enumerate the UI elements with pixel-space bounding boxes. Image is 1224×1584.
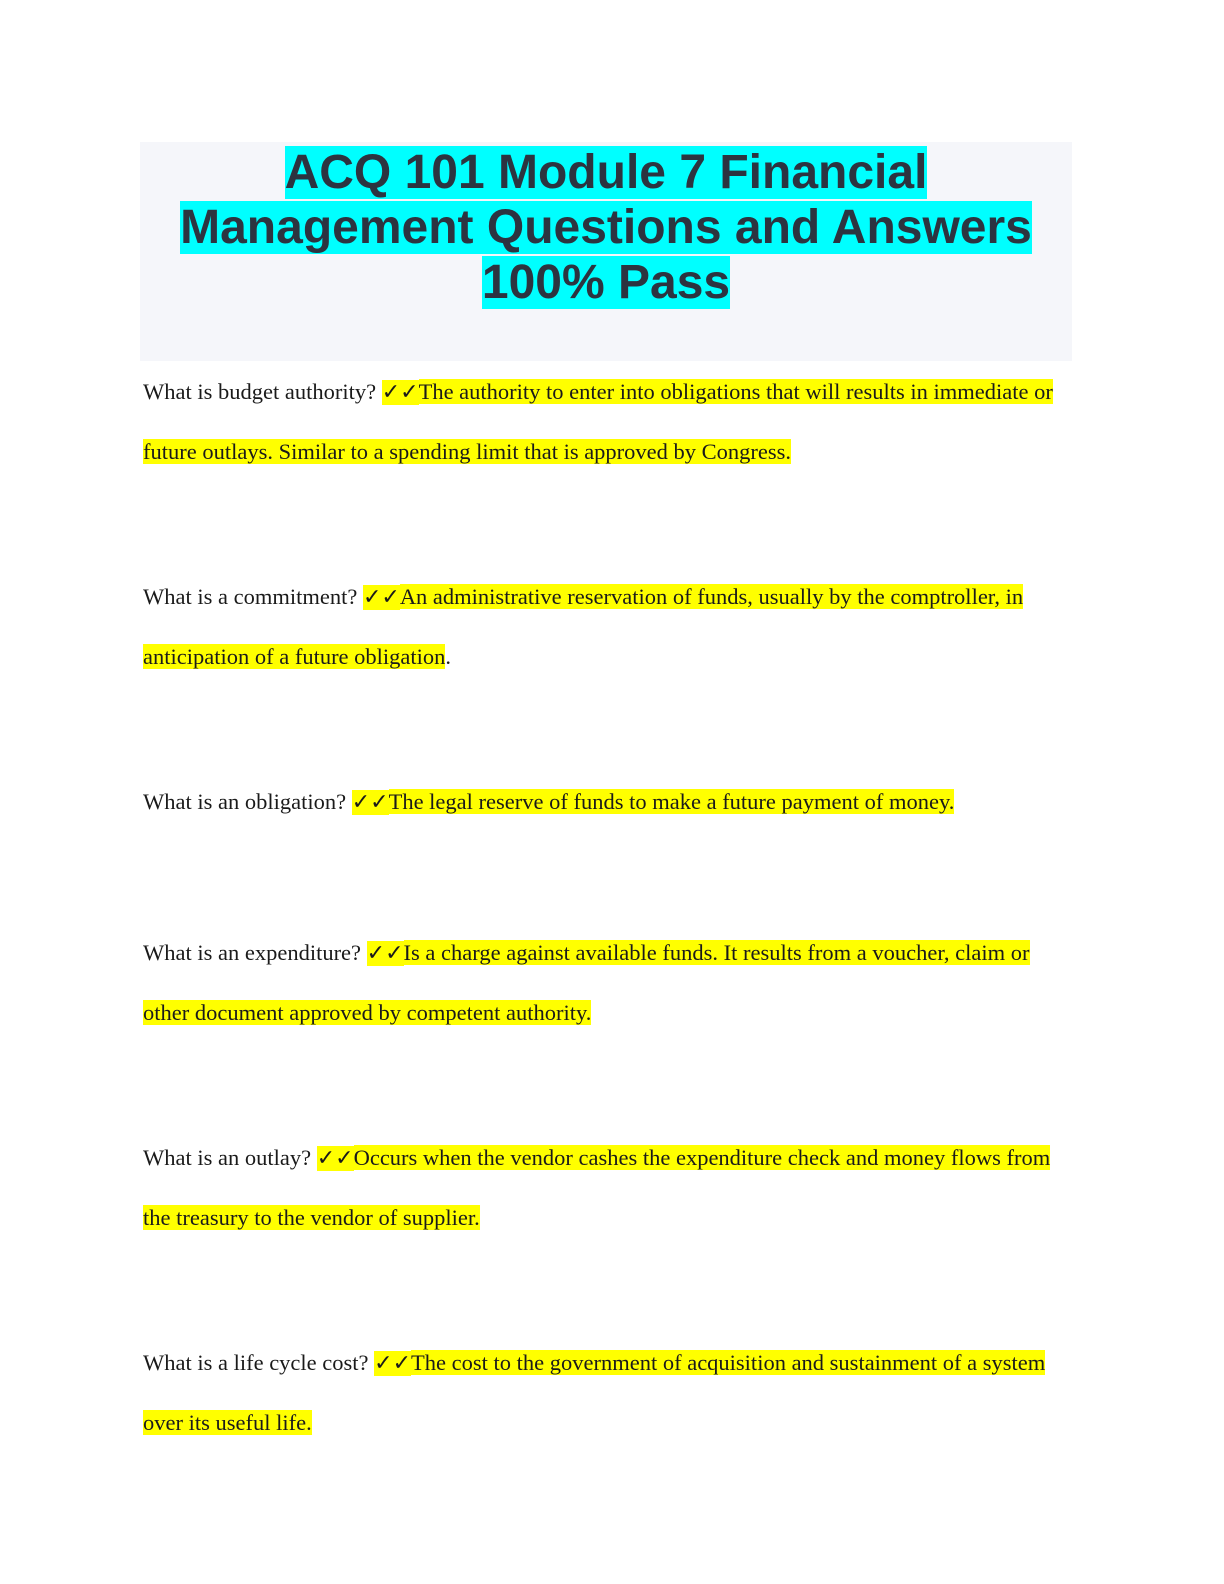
answer-text: The authority to enter into obligations that will results in immediate or future outlays. Similar to a spending limit that is approved by Congress. (143, 379, 1053, 464)
answer-text: Is a charge against available funds. It results from a voucher, claim or other document approved by competent authority. (143, 940, 1030, 1025)
question-text: What is an obligation? (143, 789, 352, 814)
qa-item-commitment (143, 567, 1073, 686)
double-check-icon: ✓✓ (366, 941, 404, 966)
page-title (140, 142, 1072, 310)
answer-text: The cost to the government of acquisition and sustainment of a system over its useful life. (143, 1350, 1046, 1435)
title-line-2: Management Questions and Answers (180, 201, 1032, 254)
qa-item-budget-authority (143, 362, 1073, 481)
title-box (140, 142, 1072, 361)
question-text: What is a life cycle cost? (143, 1350, 375, 1375)
answer-text: The legal reserve of funds to make a future payment of money. (388, 789, 955, 814)
question-text: What is an outlay? (143, 1145, 317, 1170)
double-check-icon: ✓✓ (374, 1351, 412, 1376)
question-text: What is a commitment? (143, 584, 363, 609)
answer-text: Occurs when the vendor cashes the expenditure check and money flows from the treasury to the vendor of supplier. (143, 1145, 1051, 1230)
double-check-icon: ✓✓ (381, 380, 419, 405)
qa-item-expenditure (143, 923, 1073, 1042)
qa-item-life-cycle-cost (143, 1333, 1073, 1452)
double-check-icon: ✓✓ (362, 585, 400, 610)
title-line-3: 100% Pass (481, 256, 731, 309)
question-text: What is budget authority? (143, 379, 382, 404)
answer-trailing: . (445, 644, 452, 669)
question-text: What is an expenditure? (143, 940, 367, 965)
qa-list (143, 362, 1073, 1452)
answer-text: An administrative reservation of funds, usually by the comptroller, in anticipation of a future obligation (143, 584, 1024, 669)
double-check-icon: ✓✓ (316, 1146, 354, 1171)
qa-item-outlay (143, 1128, 1073, 1247)
qa-item-obligation (143, 772, 1073, 832)
double-check-icon: ✓✓ (351, 790, 389, 815)
title-line-1: ACQ 101 Module 7 Financial (284, 146, 928, 199)
